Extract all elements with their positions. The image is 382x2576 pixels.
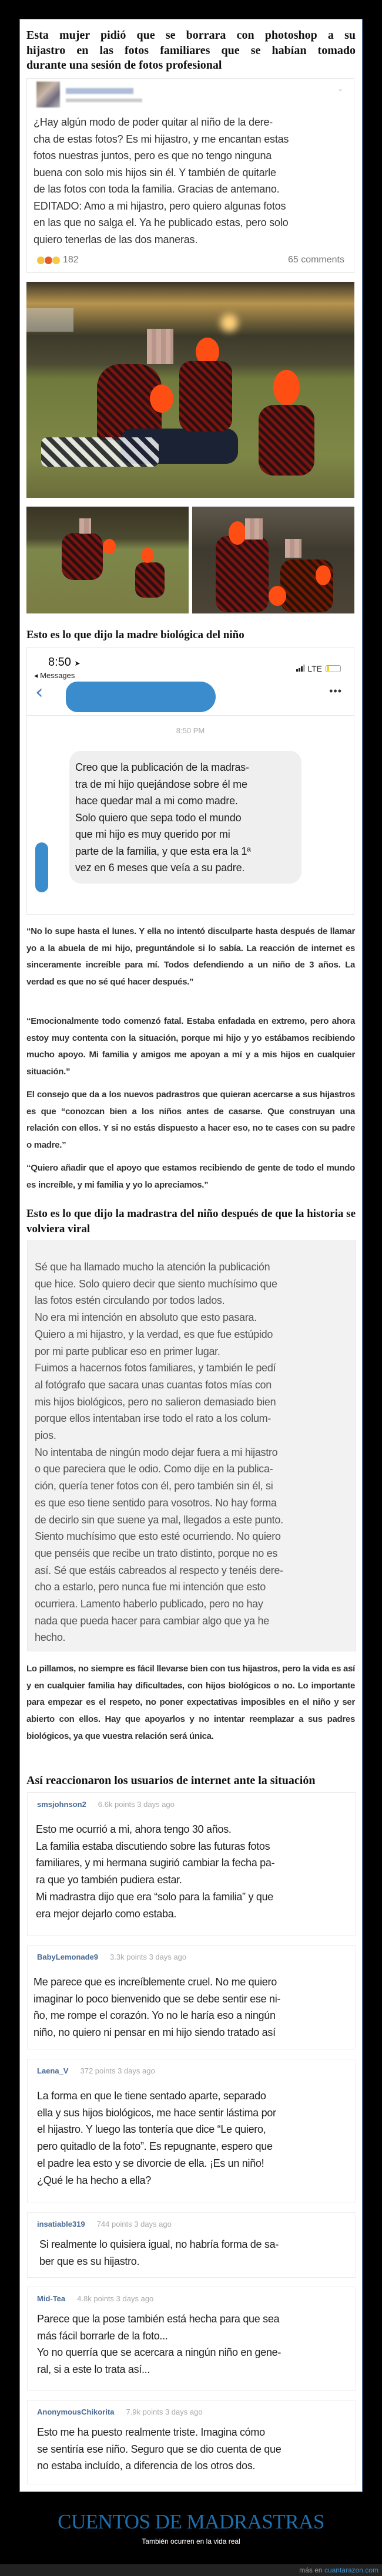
comment — [27, 2400, 356, 2484]
comment-meta: 372 points 3 days ago — [80, 2066, 155, 2075]
status-indicators — [296, 664, 341, 673]
chevron-down-icon[interactable]: ⌄ — [337, 85, 343, 93]
network-label: LTE — [307, 664, 322, 673]
paragraph: “Quiero añadir que el apoyo que estamos recibiendo de gente de todo el mundo es increíble, y mi familia y yo lo apreciamos.” — [26, 1163, 355, 1190]
comment-username[interactable]: AnonymousChikorita — [37, 2408, 115, 2416]
section-heading: Así reaccionaron los usuarios de internet ante la situación — [26, 1774, 316, 1787]
wow-reaction-icon — [52, 256, 61, 265]
title-line: Esta mujer pidió que se borrara con photoshop a su — [26, 29, 356, 42]
paragraph: “Emocionalmente todo comenzó fatal. Estaba enfadada en extremo, pero ahora estoy muy contenta con la situación, porque mi hijo y yo estábamos recibiendo mucho apoyo. Mi familia y amigos me apoyan a mí y a mis hijos en cualquier situación.” — [26, 1016, 355, 1077]
more-options-icon[interactable]: ••• — [329, 685, 342, 697]
title-line: hijastro en las fotos familiares que se habían tomado — [26, 43, 356, 57]
paragraph: “No lo supe hasta el lunes. Y ella no intentó disculparte hasta después de llamar yo a la abuela de mi hijo, preguntándole si lo sabía. La reacción de internet es sinceramente increíble para mí. Todos defendiendo a un niño de 3 años. La verdad es que no sé qué hacer después.” — [26, 926, 355, 987]
comment-text: Si realmente lo quisiera igual, no habría forma de sa- ber que es su hijastro. — [39, 2238, 279, 2267]
paragraph: Lo pillamos, no siempre es fácil llevarse bien con tus hijastros, pero la vida es así y en cualquier familia hay dificultades, con hijos biológicos o no. Lo importante para empezar es el respeto, no poner expectativas imposibles en el niño y ser abierto con ellos. Hay que apoyarlos y no intentar reemplazar a sus padres biológicos, ya que vuestra relación será única. — [26, 1664, 355, 1741]
comment-text: Esto me ocurrió a mi, ahora tengo 30 años. La familia estaba discutiendo sobre las futuras fotos familiares, y mi hermana sugirió cambiar la fecha pa- ra que yo también pudiera estar. Mi madrastra dijo que era “solo para la familia” y que era mejor dejarlo como estaba. — [36, 1823, 275, 1920]
poster-subtitle: También ocurren en la vida real — [142, 2537, 240, 2545]
comment-text: La forma en que le tiene sentado aparte, separado ella y sus hijos biológicos, me hace sentir lástima por el hijastro. Y luego las tontería que dice “Le quiero, pero quitadlo de la foto”. Es repugnante, espero que el padre lea esto y se divorcie de ella. ¡Es un niño! ¿Qué le ha hecho a ella? — [37, 2090, 276, 2186]
reactions[interactable] — [36, 255, 79, 265]
reaction-count: 182 — [63, 255, 79, 265]
post-text: ¿Hay algún modo de poder quitar al niño de la dere- cha de estas fotos? Es mi hijastro, y me encantan estas fotos nuestras juntos, pero es que no tengo ninguna buena con solo mis hijos sin él. Y también de quitarle de las fotos con toda la familia. Gracias de antemano. EDITADO: Amo a mi hijastro, pero quiero algunas fotos en las que no salga el. Ya he publicado estas, pero solo quiero tenerlas de las dos maneras. — [33, 116, 289, 245]
comment-text: Me parece que es increíblemente cruel. No me quiero imaginar lo poco bienvenido que se debe sentir ese ni- ño, me rompe el corazón. Yo no le haría eso a ningún niño, no quiero ni pensar en mi hijo siendo tratado así — [33, 1976, 281, 2039]
section-heading: Esto es lo que dijo la madre biológica del niño — [26, 629, 244, 641]
family-photo-main — [26, 282, 354, 498]
signal-icon — [296, 664, 306, 673]
comment — [27, 2287, 356, 2391]
comment-username[interactable]: smsjohnson2 — [37, 1800, 86, 1809]
location-arrow-icon: ➤ — [74, 659, 81, 667]
comment-username[interactable]: Mid-Tea — [37, 2294, 66, 2303]
divider — [27, 715, 354, 716]
comment-username[interactable]: Laena_V — [37, 2066, 69, 2075]
comment-text: Parece que la pose también está hecha para que sea más fácil borrarle de la foto... Yo no querría que se acercara a ningún niño en gene- ral, si a este lo trata así... — [37, 2313, 282, 2376]
blurred-username — [66, 88, 133, 94]
page-title — [26, 28, 356, 73]
comment — [27, 1945, 356, 2049]
comment-meta: 4.8k points 3 days ago — [77, 2294, 154, 2303]
comment — [27, 2059, 356, 2203]
title-line: durante una sesión de fotos profesional — [26, 59, 222, 72]
facebook-post — [26, 78, 354, 273]
battery-icon — [326, 665, 341, 672]
family-photo-3 — [192, 507, 354, 613]
family-photo-2 — [26, 507, 189, 613]
comment-text: Esto me ha puesto realmente triste. Imagina cómo se sentiría ese niño. Seguro que se dio cuenta de que no estaba incluído, a diferencia de los otros dos. — [37, 2426, 282, 2472]
footer-bar — [0, 2564, 382, 2576]
paragraph: El consejo que da a los nuevos padrastros que quieran acercarse a sus hijastros es que “conozcan bien a los niños antes de casarse. Que construyan una relación con ellos. Y si no estás dispuesto a hacer eso, no te cases con su padre o madre.” — [26, 1090, 355, 1151]
time-text: 8:50 — [48, 656, 71, 669]
blurred-date — [66, 99, 142, 102]
comment-username[interactable]: insatiable319 — [37, 2220, 85, 2228]
redacted-avatar — [35, 842, 48, 892]
comments-count[interactable]: 65 comments — [287, 255, 344, 265]
comment-meta: 3.3k points 3 days ago — [110, 1953, 187, 1961]
message-timestamp: 8:50 PM — [176, 726, 205, 735]
back-chevron-icon[interactable]: ‹ — [35, 680, 43, 704]
poster-title: CUENTOS DE MADRASTRAS — [58, 2510, 324, 2533]
comment — [27, 2212, 356, 2278]
comment-meta: 7.9k points 3 days ago — [126, 2408, 203, 2416]
avatar — [36, 82, 60, 107]
status-time — [48, 656, 81, 669]
footer-prefix: más en — [299, 2566, 324, 2574]
phone-screenshot — [26, 647, 354, 915]
back-to-messages[interactable]: ◂ Messages — [34, 671, 75, 680]
section-heading: Esto es lo que dijo la madrastra del niño después de que la historia se volviera viral — [26, 1208, 356, 1235]
site-link[interactable]: cuantarazon.com — [324, 2566, 378, 2574]
comment — [27, 1792, 356, 1936]
redacted-contact-name — [66, 682, 216, 712]
comment-meta: 6.6k points 3 days ago — [98, 1800, 175, 1809]
message-bubble: Creo que la publicación de la madras- tra de mi hijo quejándose sobre él me hace quedar mal a mi como madre. Solo quiero que sepa todo el mundo que mi hijo es muy querido por mi parte de la familia, y que esta era la 1ª vez en 6 meses que veía a su padre. — [69, 751, 301, 884]
comment-username[interactable]: BabyLemonade9 — [37, 1953, 99, 1961]
comment-meta: 744 points 3 days ago — [96, 2220, 172, 2228]
stepmother-statement: Sé que ha llamado mucho la atención la publicación que hice. Solo quiero decir que siento muchísimo que las fotos estén circulando por todos lados. No era mi intención en absoluto que esto pasara. Quiero a mi hijastro, y la verdad, es que fue estúpido por mi parte publicar eso en primer lugar. Fuimos a hacernos fotos familiares, y también le pedí al fotógrafo que sacara unas cuantas fotos mías con mis hijos biológicos, pero no salieron demasiado bien porque ellos intentaban irse todo el rato a los colum- pios. No intentaba de ningún modo dejar fuera a mi hijastro o que pareciera que le odio. Como dije en la publica- ción, quería tener fotos con él, pero también sin él, si es que eso tiene sentido para vosotros. No hay forma de decirlo sin que suene ya mal, llegados a este punto. Siento muchísimo que esto esté ocurriendo. No quiero que penséis que recibe un trato distinto, porque no es así. Sé que estáis cabreados al respecto y tenéis dere- cho a estarlo, pero nunca fue mi intención que esto ocurriera. Lamento haberlo publicado, pero no hay nada que pueda hacer para cambiar algo que ya he hecho. — [27, 1240, 356, 1651]
